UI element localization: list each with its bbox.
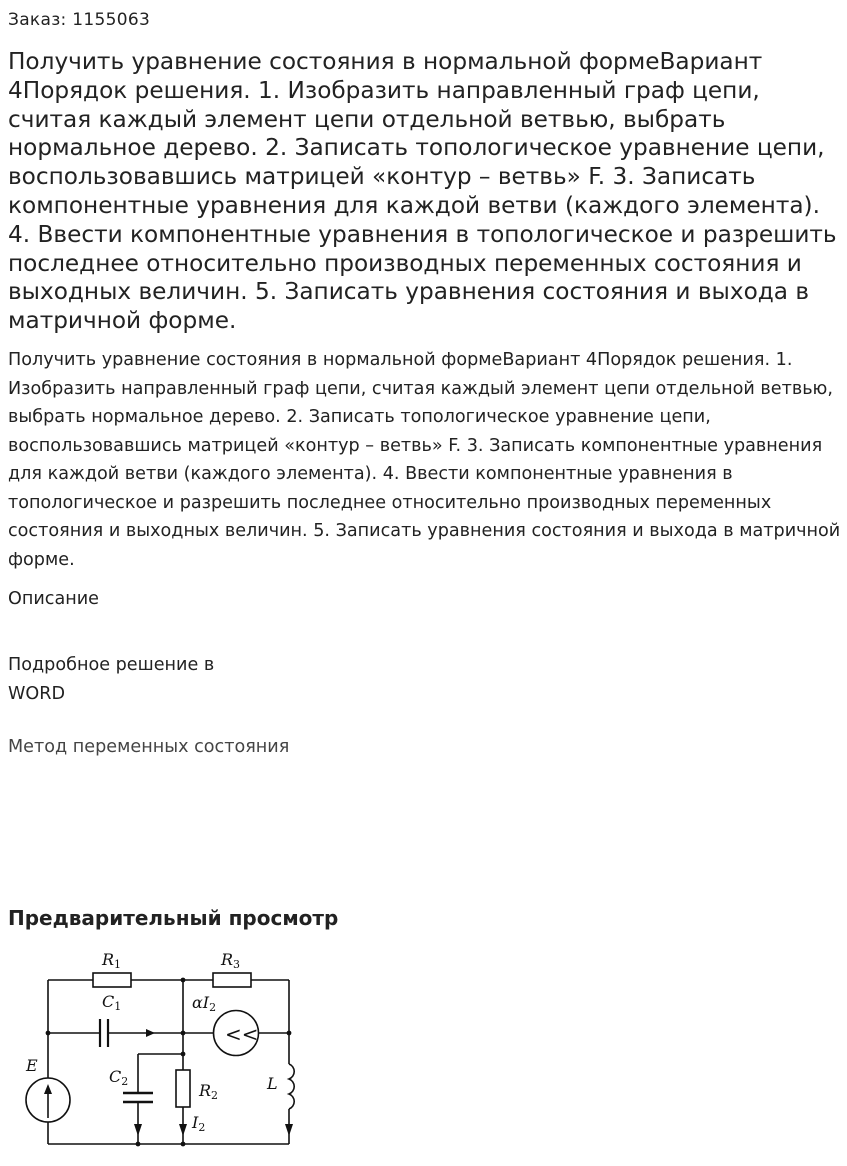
node-bottom-c2: [136, 1142, 141, 1147]
inductor-l: [289, 1064, 294, 1109]
node-center: [181, 1031, 186, 1036]
label-r2: R2: [199, 1081, 219, 1102]
label-alpha-i2: αI2: [192, 993, 217, 1014]
node-right: [287, 1031, 292, 1036]
page-title: Получить уравнение состояния в нормальной формеВариант 4Порядок решения. 1. Изобразить направленный граф цепи, считая каждый элемент цепи отдельной ветвью, выбрать нормальное дерево. 2. Записать топологическое уравнение цепи, воспользовавшись матрицей «контур – ветвь» F. 3. Записать компонентные уравнения для каждой ветви (каждого элемента). 4. Ввести компонентные уравнения в топологическое и разрешить последнее относительно производных переменных состояния и выходных величин. 5. Записать уравнения состояния и выхода в матричной форме.: [8, 48, 837, 335]
source-symbol: <<: [225, 1022, 259, 1046]
node-c2-junction: [181, 1052, 186, 1057]
method-text: Метод переменных состояния: [8, 737, 290, 757]
label-l: L: [267, 1074, 278, 1093]
description-label: Описание: [8, 589, 100, 609]
resistor-r3: [213, 973, 251, 987]
label-e: E: [26, 1056, 38, 1075]
c2-current-arrow: [134, 1124, 142, 1136]
c1-current-arrow: [146, 1029, 155, 1037]
resistor-r2: [176, 1070, 190, 1107]
label-i2: I2: [192, 1113, 206, 1134]
l-current-arrow: [285, 1124, 293, 1136]
label-r3: R3: [221, 950, 241, 971]
description-text: Получить уравнение состояния в нормальной формеВариант 4Порядок решения. 1. Изобразить направленный граф цепи, считая каждый элемент цепи отдельной ветвью, выбрать нормальное дерево. 2. Записать топологическое уравнение цепи, воспользовавшись матрицей «контур – ветвь» F. 3. Записать компонентные уравнения для каждой ветви (каждого элемента). 4. Ввести компонентные уравнения в топологическое и разрешить последнее относительно производных переменных состояния и выходных величин. 5. Записать уравнения состояния и выхода в матричной форме.: [8, 350, 841, 570]
resistor-r1: [93, 973, 131, 987]
label-r1: R1: [102, 950, 122, 971]
detail-text: Подробное решение в WORD: [8, 655, 215, 704]
node-top-center: [181, 978, 186, 983]
node-bottom-r2: [181, 1142, 186, 1147]
r2-current-arrow: [179, 1124, 187, 1136]
node-left: [46, 1031, 51, 1036]
label-c2: C2: [109, 1067, 129, 1088]
label-c1: C1: [102, 992, 122, 1013]
order-number: Заказ: 1155063: [8, 10, 151, 30]
preview-heading: Предварительный просмотр: [8, 906, 339, 930]
circuit-schematic: [16, 946, 316, 1156]
